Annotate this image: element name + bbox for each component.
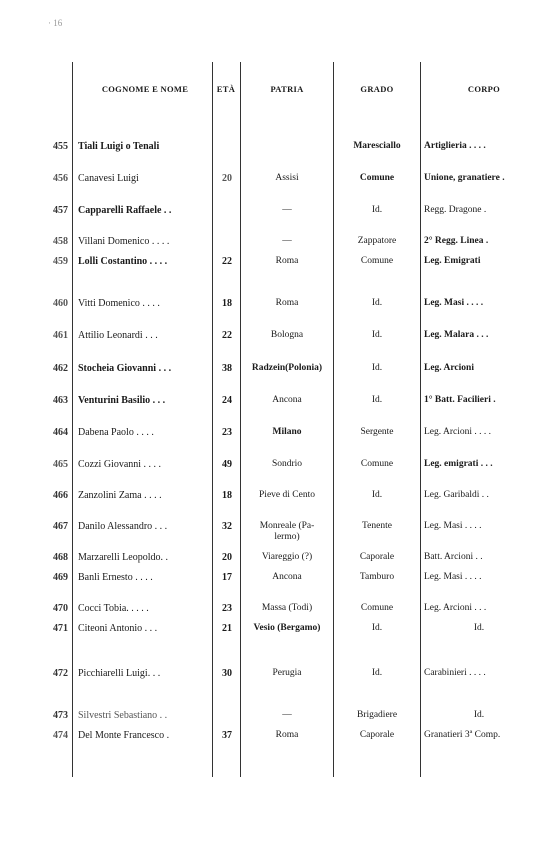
row-patria: —: [282, 236, 292, 246]
row-grado: Comune: [360, 459, 394, 469]
table-row: [0, 427, 550, 457]
row-number: 466: [53, 490, 68, 501]
row-name: Picchiarelli Luigi. . .: [78, 668, 161, 679]
row-name: Canavesi Luigi: [78, 173, 139, 184]
row-corpo: Batt. Arcioni . .: [424, 552, 483, 562]
row-number: 470: [53, 603, 68, 614]
row-patria: Ancona: [272, 395, 302, 405]
row-age: 38: [222, 363, 232, 374]
row-patria: Ancona: [272, 572, 302, 582]
row-grado: Zappatore: [357, 236, 397, 246]
table-row: [0, 668, 550, 698]
row-name: Vitti Domenico . . . .: [78, 298, 160, 309]
row-number: 458: [53, 236, 68, 247]
row-corpo: Leg. emigrati . . .: [424, 459, 493, 469]
row-patria: Bologna: [270, 330, 304, 340]
row-grado: Comune: [360, 256, 394, 266]
table-row: [0, 623, 550, 653]
row-patria-line-2: lermo): [274, 532, 300, 542]
row-name: Marzarelli Leopoldo. .: [78, 552, 168, 563]
row-name: Attilio Leonardi . . .: [78, 330, 158, 341]
page-number: · 16: [48, 18, 63, 28]
row-number: 462: [53, 363, 68, 374]
row-age: 20: [222, 552, 232, 563]
row-corpo: Leg. Arcioni . . .: [424, 603, 487, 613]
row-name: Stocheia Giovanni . . .: [78, 363, 172, 374]
table-row: [0, 256, 550, 286]
row-patria: Sondrio: [271, 459, 303, 469]
row-number: 473: [53, 710, 68, 721]
row-grado: Brigadiere: [356, 710, 398, 720]
row-patria: Assisi: [275, 173, 299, 183]
row-number: 456: [53, 173, 68, 184]
row-name: Capparelli Raffaele . .: [78, 205, 172, 216]
row-grado: Comune: [360, 603, 394, 613]
row-number: 461: [53, 330, 68, 341]
row-patria: Radzein(Polonia): [251, 363, 323, 373]
row-corpo: Leg. Masi . . . .: [424, 521, 482, 531]
row-grado: Id.: [371, 330, 383, 340]
row-patria: —: [282, 710, 292, 720]
header-corpo: CORPO: [467, 84, 501, 94]
table-row: [0, 141, 550, 171]
row-patria: Viareggio (?): [261, 552, 313, 562]
row-age: 37: [222, 730, 232, 741]
row-age: 30: [222, 668, 232, 679]
table-row: [0, 395, 550, 425]
row-corpo: Carabinieri . . . .: [424, 668, 486, 678]
row-grado: Id.: [371, 363, 383, 373]
row-grado: Maresciallo: [353, 141, 401, 151]
row-age: 22: [222, 330, 232, 341]
row-grado: Comune: [359, 173, 395, 183]
row-corpo: Leg. Malara . . .: [424, 330, 489, 340]
row-patria: Roma: [275, 730, 299, 740]
row-grado: Tenente: [362, 521, 392, 531]
row-grado: Id.: [371, 668, 383, 678]
table-row: [0, 459, 550, 489]
row-number: 469: [53, 572, 68, 583]
row-name: Villani Domenico . . . .: [78, 236, 170, 247]
row-name: Venturini Basilio . . .: [78, 395, 166, 406]
row-name: Banli Ernesto . . . .: [78, 572, 153, 583]
row-corpo: Leg. Arcioni: [424, 363, 474, 373]
row-corpo: 2° Regg. Linea .: [424, 236, 489, 246]
row-age: 24: [222, 395, 232, 406]
row-age: 18: [222, 490, 232, 501]
row-number: 457: [53, 205, 68, 216]
row-number: 468: [53, 552, 68, 563]
row-name: Del Monte Francesco .: [78, 730, 170, 741]
row-name: Tiali Luigi o Tenali: [78, 141, 160, 152]
row-grado: Id.: [371, 490, 383, 500]
header-name: COGNOME E NOME: [101, 84, 189, 94]
row-number: 460: [53, 298, 68, 309]
row-patria: —: [282, 205, 292, 215]
row-corpo: Granatieri 3ª Comp.: [424, 730, 501, 740]
row-patria: Roma: [275, 256, 299, 266]
row-number: 463: [53, 395, 68, 406]
row-age: 23: [222, 603, 232, 614]
row-name: Cozzi Giovanni . . . .: [78, 459, 162, 470]
table-row: [0, 330, 550, 360]
row-age: 18: [222, 298, 232, 309]
header-age: ETÀ: [216, 84, 236, 94]
row-number: 465: [53, 459, 68, 470]
row-name: Citeoni Antonio . . .: [78, 623, 158, 634]
row-name: Danilo Alessandro . . .: [78, 521, 168, 532]
header-grado: GRADO: [360, 84, 394, 94]
row-corpo: Leg. Masi . . . .: [424, 298, 484, 308]
row-patria: Massa (Todi): [261, 603, 313, 613]
row-name: Silvestri Sebastiano . .: [78, 710, 168, 721]
row-number: 472: [53, 668, 68, 679]
row-corpo: Artiglieria . . . .: [424, 141, 486, 151]
row-patria: Pieve di Cento: [259, 490, 315, 500]
row-name: Zanzolini Zama . . . .: [78, 490, 162, 501]
row-grado: Caporale: [359, 730, 395, 740]
row-patria: Perugia: [272, 668, 302, 678]
row-number: 464: [53, 427, 68, 438]
row-corpo: Id.: [473, 623, 485, 633]
row-name: Lolli Costantino . . . .: [78, 256, 168, 267]
row-patria: Milano: [272, 427, 302, 437]
row-age: 32: [222, 521, 232, 532]
row-grado: Sergente: [360, 427, 394, 437]
row-age: 20: [222, 173, 232, 184]
row-number: 467: [53, 521, 68, 532]
table-row: [0, 572, 550, 602]
row-patria: Vesio (Bergamo): [253, 623, 321, 633]
row-age: 23: [222, 427, 232, 438]
row-corpo: Unione, granatiere .: [424, 173, 505, 183]
table-row: [0, 363, 550, 393]
row-corpo: Regg. Dragone .: [424, 205, 487, 215]
row-corpo: Leg. Masi . . . .: [424, 572, 482, 582]
table-row: [0, 298, 550, 328]
row-number: 474: [53, 730, 68, 741]
header-patria: PATRIA: [270, 84, 304, 94]
row-corpo: Leg. Emigrati: [424, 256, 481, 266]
row-number: 471: [53, 623, 68, 634]
row-patria: Roma: [275, 298, 299, 308]
row-corpo: Id.: [473, 710, 485, 720]
table-row: [0, 521, 550, 551]
row-name: Dabena Paolo . . . .: [78, 427, 154, 438]
row-grado: Tamburo: [359, 572, 395, 582]
row-number: 455: [53, 141, 68, 152]
row-grado: Id.: [371, 298, 383, 308]
row-grado: Id.: [371, 395, 383, 405]
row-age: 22: [222, 256, 232, 267]
row-age: 21: [222, 623, 232, 634]
row-number: 459: [53, 256, 68, 267]
row-corpo: 1° Batt. Facilieri .: [424, 395, 496, 405]
row-age: 49: [222, 459, 232, 470]
table-row: [0, 490, 550, 520]
row-grado: Id.: [371, 205, 383, 215]
table-row: [0, 173, 550, 203]
row-patria-line-1: Monreale (Pa-: [259, 521, 315, 531]
table-row: [0, 730, 550, 760]
row-name: Cocci Tobia. . . . .: [78, 603, 149, 614]
row-corpo: Leg. Arcioni . . . .: [424, 427, 492, 437]
row-corpo: Leg. Garibaldi . .: [424, 490, 489, 500]
row-grado: Id.: [371, 623, 383, 633]
row-grado: Caporale: [359, 552, 395, 562]
table-row: [0, 205, 550, 235]
row-age: 17: [222, 572, 232, 583]
row-patria: [242, 521, 332, 543]
